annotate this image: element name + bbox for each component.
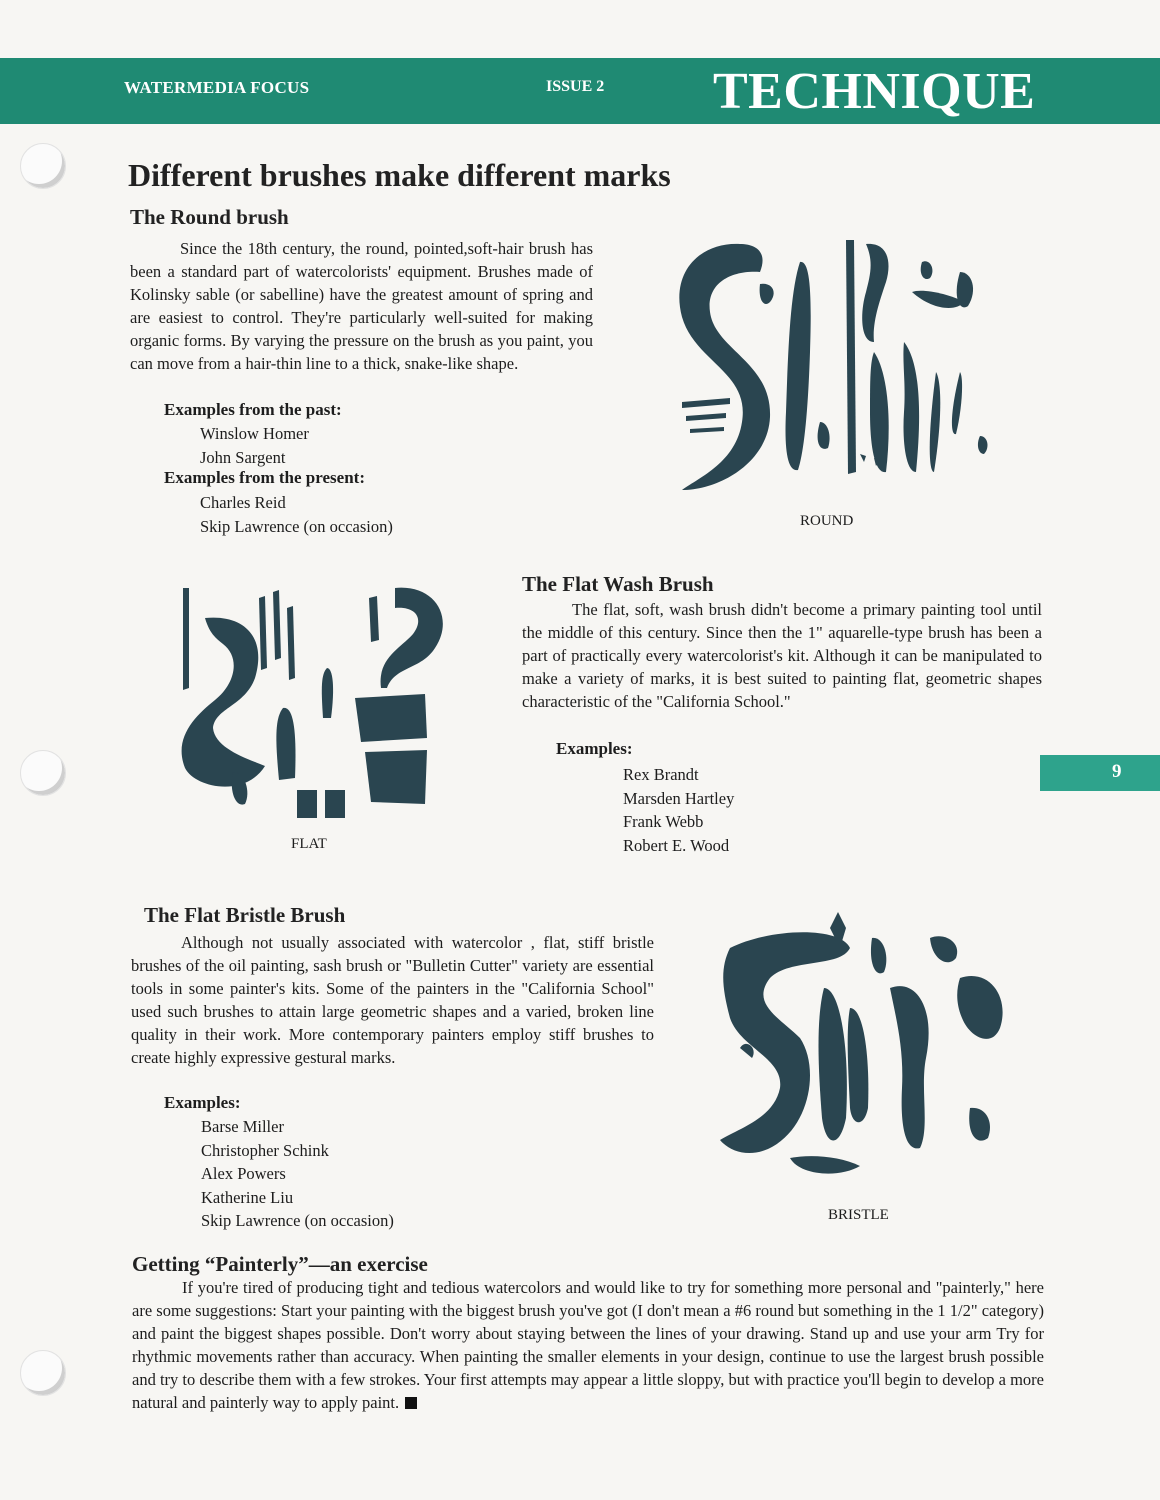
list-item: Skip Lawrence (on occasion): [201, 1211, 394, 1230]
round-caption: ROUND: [800, 513, 854, 529]
bristle-examples-label: Examples:: [164, 1093, 241, 1112]
list-item: Barse Miller: [201, 1117, 284, 1136]
list-item: Skip Lawrence (on occasion): [200, 516, 393, 536]
exercise-text: If you're tired of producing tight and tedious watercolors and would like to try for something more personal and "painterly," here are some suggestions: Start your painting with the biggest brush you've got (I don't mean a #6 round but something in the 1 1/2" category) and paint the biggest shapes possible. Don't worry about staying between the lines of your drawing. Stand up and use your arm Try for rhythmic movements rather than accuracy. When painting the smaller elements in your design, continue to use the largest brush possible and try to describe them with a few strokes. Your first attempts may appear a little sloppy, but with practice you'll begin to develop a more natural and painterly way to apply paint.: [132, 1278, 1044, 1412]
list-item: Winslow Homer: [200, 424, 309, 443]
bristle-brush-illustration: [700, 908, 1020, 1198]
end-mark-icon: [405, 1397, 417, 1409]
list-item: Marsden Hartley: [623, 788, 735, 808]
bristle-caption: BRISTLE: [828, 1207, 889, 1223]
list-item: John Sargent: [200, 447, 286, 467]
list-item: Katherine Liu: [201, 1187, 294, 1207]
exercise-heading: Getting “Painterly”—an exercise: [132, 1252, 428, 1276]
flat-examples-label: Examples:: [556, 739, 633, 758]
flat-examples-list: [623, 763, 734, 857]
issue-label: ISSUE 2: [546, 78, 605, 95]
binder-hole-top: [20, 143, 66, 189]
header-banner: [0, 58, 1160, 124]
round-past-label: Examples from the past:: [164, 400, 342, 419]
page-number: 9: [1112, 761, 1122, 782]
list-item: Christopher Schink: [201, 1140, 329, 1160]
binder-hole-middle: [20, 750, 66, 796]
exercise-body: [132, 1276, 1044, 1414]
list-item: Rex Brandt: [623, 765, 699, 784]
list-item: Robert E. Wood: [623, 835, 730, 855]
publication-name: WATERMEDIA FOCUS: [124, 78, 310, 97]
list-item: Frank Webb: [623, 812, 704, 831]
flat-brush-illustration: [155, 578, 455, 838]
bristle-examples-list: [201, 1115, 394, 1233]
round-present-list: [200, 491, 393, 538]
round-brush-body: Since the 18th century, the round, pointed,soft-hair brush has been a standard part of watercolorists' equipment. Brushes made of Kolinsky sable (or sabelline) have the greatest amount of spring and are easiest to control. They're particularly well-suited for making organic forms. By varying the pressure on the brush as you paint, you can move from a hair-thin line to a thick, snake-like shape.: [130, 239, 593, 373]
bristle-brush-heading: The Flat Bristle Brush: [144, 903, 346, 927]
section-title: TECHNIQUE: [713, 63, 1036, 120]
flat-brush-body: The flat, soft, wash brush didn't become a primary painting tool until the middle of this century. Since then the 1" aquarelle-type brush has been a part of practically every watercolorist's kit. Although it can be manipulated to make a variety of marks, it is best suited to painting flat, geometric shapes characteristic of the "California School.": [522, 600, 1042, 711]
binder-hole-bottom: [20, 1350, 66, 1396]
flat-brush-heading: The Flat Wash Brush: [522, 572, 714, 596]
round-brush-heading: The Round brush: [130, 205, 289, 229]
page-title: Different brushes make different marks: [128, 157, 671, 193]
round-past-list: [200, 422, 309, 469]
flat-caption: FLAT: [291, 836, 327, 852]
round-present-label: Examples from the present:: [164, 468, 365, 487]
list-item: Alex Powers: [201, 1164, 286, 1183]
page-number-tab: [1040, 755, 1160, 791]
round-brush-illustration: [660, 222, 1020, 502]
bristle-brush-body: Although not usually associated with watercolor , flat, stiff bristle brushes of the oil painting, sash brush or "Bulletin Cutter" variety are essential tools in some painter's kits. Some of the painters in the "California School" used such brushes to attain large geometric shapes and a varied, broken line quality in their work. More contemporary painters employ stiff brushes to create highly expressive gestural marks.: [131, 933, 654, 1067]
list-item: Charles Reid: [200, 493, 286, 512]
